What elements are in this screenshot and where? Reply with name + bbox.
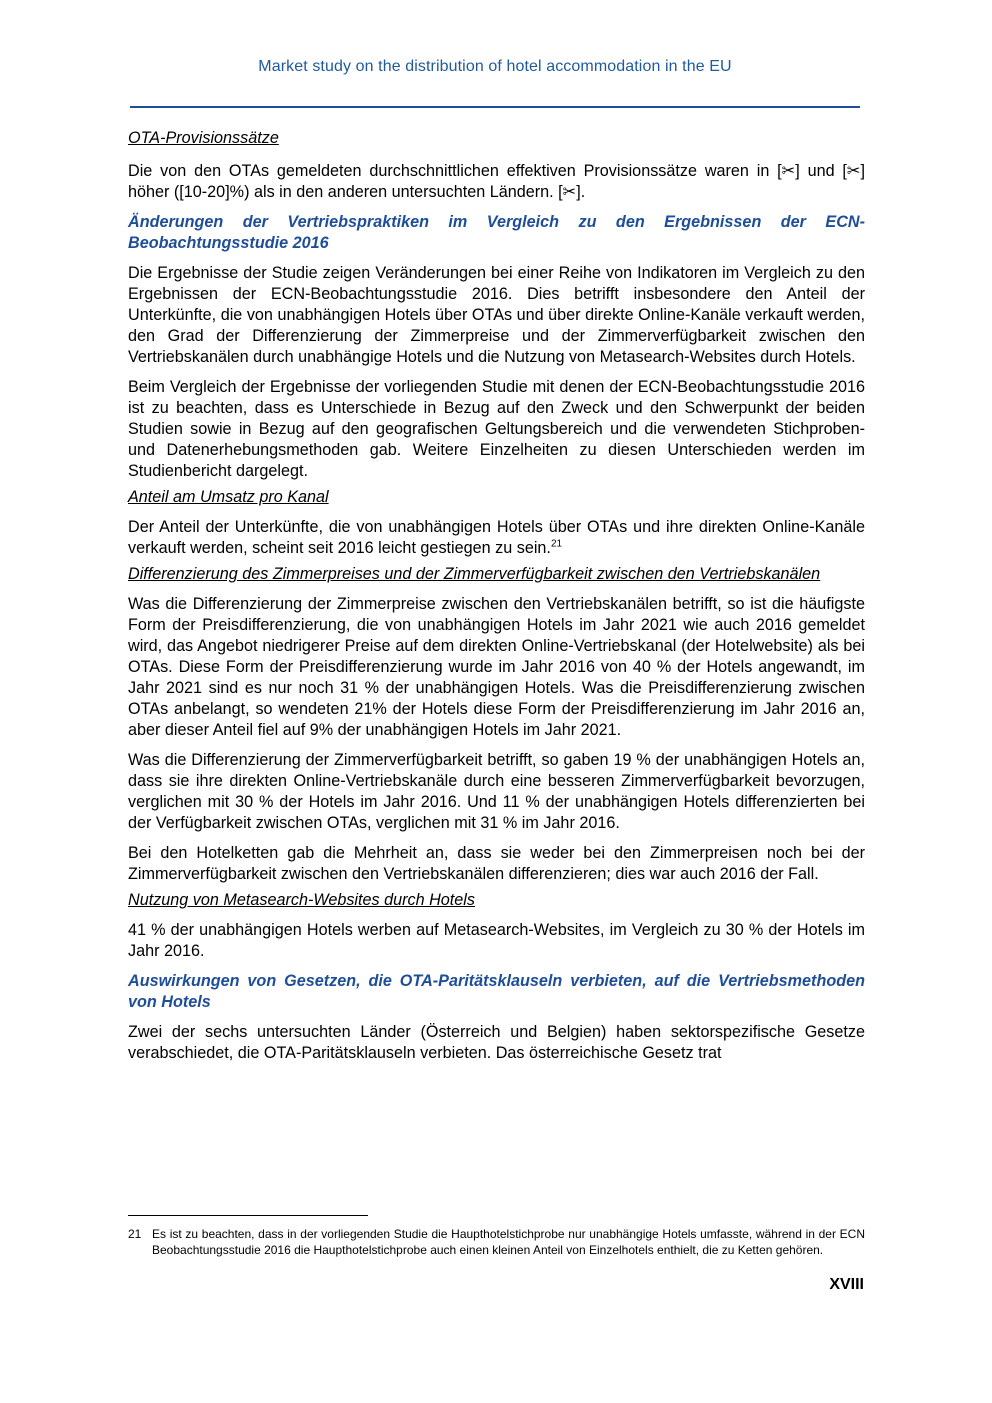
paragraph: Was die Differenzierung der Zimmerpreise zwischen den Vertriebskanälen betrifft, so ist die häufigste Form der Preisdifferenzierung, die von unabhängigen Hotels im Jahr 2021 wie auch 2016 gemeldet wird, das Angebot niedrigerer Preise auf dem direkten Online-Vertriebskanal (der Hotelwebsite) als bei OTAs. Diese Form der Preisdifferenzierung wurde im Jahr 2016 von 40 % der Hotels angewandt, im Jahr 2021 sind es nur noch 31 % der unabhängigen Hotels. Was die Preisdifferenzierung zwischen OTAs anbelangt, so wendeten 21% der Hotels diese Form der Preisdifferenzierung im Jahr 2016 an, aber dieser Anteil fiel auf 9% der unabhängigen Hotels im Jahr 2021.	[128, 595, 865, 739]
section-heading-changes: Änderungen der Vertriebspraktiken im Vergleich zu den Ergebnissen der ECN-Beobachtungsstudie 2016	[128, 213, 865, 252]
document-body	[128, 128, 865, 1064]
footnote-number: 21	[128, 1227, 142, 1241]
footnote-reference[interactable]: 21	[550, 538, 563, 550]
paragraph: 41 % der unabhängigen Hotels werben auf Metasearch-Websites, im Vergleich zu 30 % der Hotels im Jahr 2016.	[128, 921, 865, 960]
footnote	[128, 1226, 865, 1258]
running-header: Market study on the distribution of hotel accommodation in the EU	[258, 58, 732, 75]
section-heading-parity-laws: Auswirkungen von Gesetzen, die OTA-Paritätsklauseln verbieten, auf die Vertriebsmethoden von Hotels	[128, 972, 865, 1011]
page-number: XVIII	[829, 1276, 864, 1293]
paragraph: Beim Vergleich der Ergebnisse der vorliegenden Studie mit denen der ECN-Beobachtungsstudie 2016 ist zu beachten, dass es Unterschiede in Bezug auf den Zweck und den Schwerpunkt der beiden Studien sowie in Bezug auf den geografischen Geltungsbereich und die verwendeten Stichproben- und Datenerhebungsmethoden gab. Weitere Einzelheiten zu diesen Unterschieden werden im Studienbericht dargelegt.	[128, 378, 865, 480]
footnote-text: Es ist zu beachten, dass in der vorliegenden Studie die Haupthotelstichprobe nur unabhängige Hotels umfasste, während in der ECN Beobachtungsstudie 2016 die Haupthotelstichprobe auch einen kleinen Anteil von Einzelhotels enthielt, die zu Ketten gehören.	[152, 1227, 865, 1257]
header-divider	[130, 106, 860, 108]
section-heading-share: Anteil am Umsatz pro Kanal	[128, 488, 329, 506]
paragraph: Bei den Hotelketten gab die Mehrheit an, dass sie weder bei den Zimmerpreisen noch bei der Zimmerverfügbarkeit zwischen den Vertriebskanälen differenzieren; dies war auch 2016 der Fall.	[128, 844, 865, 883]
paragraph: Die Ergebnisse der Studie zeigen Veränderungen bei einer Reihe von Indikatoren im Vergleich zu den Ergebnissen der ECN-Beobachtungsstudie 2016. Dies betrifft insbesondere den Anteil der Unterkünfte, die von unabhängigen Hotels über OTAs und über direkte Online-Kanäle verkauft werden, den Grad der Differenzierung der Zimmerpreise und der Zimmerverfügbarkeit zwischen den Vertriebskanälen durch unabhängige Hotels und die Nutzung von Metasearch-Websites durch Hotels.	[128, 264, 865, 366]
section-heading-metasearch: Nutzung von Metasearch-Websites durch Hotels	[128, 891, 475, 909]
section-heading-differentiation: Differenzierung des Zimmerpreises und der Zimmerverfügbarkeit zwischen den Vertriebskanälen	[128, 565, 821, 583]
paragraph: Was die Differenzierung der Zimmerverfügbarkeit betrifft, so gaben 19 % der unabhängigen Hotels an, dass sie ihre direkten Online-Vertriebskanäle durch eine besseren Zimmerverfügbarkeit bevorzugen, verglichen mit 30 % der Hotels im Jahr 2016. Und 11 % der unabhängigen Hotels differenzierten bei der Verfügbarkeit zwischen OTAs, verglichen mit 31 % im Jahr 2016.	[128, 751, 865, 832]
paragraph: Die von den OTAs gemeldeten durchschnittlichen effektiven Provisionssätze waren in [✂] und [✂] höher ([10-20]%) als in den anderen untersuchten Ländern. [✂].	[128, 162, 865, 201]
paragraph-text: Der Anteil der Unterkünfte, die von unabhängigen Hotels über OTAs und ihre direkten Online-Kanäle verkauft werden, scheint seit 2016 leicht gestiegen zu sein.	[128, 518, 865, 557]
paragraph	[128, 517, 865, 559]
paragraph: Zwei der sechs untersuchten Länder (Österreich und Belgien) haben sektorspezifische Gesetze verabschiedet, die OTA-Paritätsklauseln verbieten. Das österreichische Gesetz trat	[128, 1023, 865, 1062]
section-heading-ota-commission: OTA-Provisionssätze	[128, 129, 279, 147]
footnote-divider	[128, 1215, 368, 1216]
